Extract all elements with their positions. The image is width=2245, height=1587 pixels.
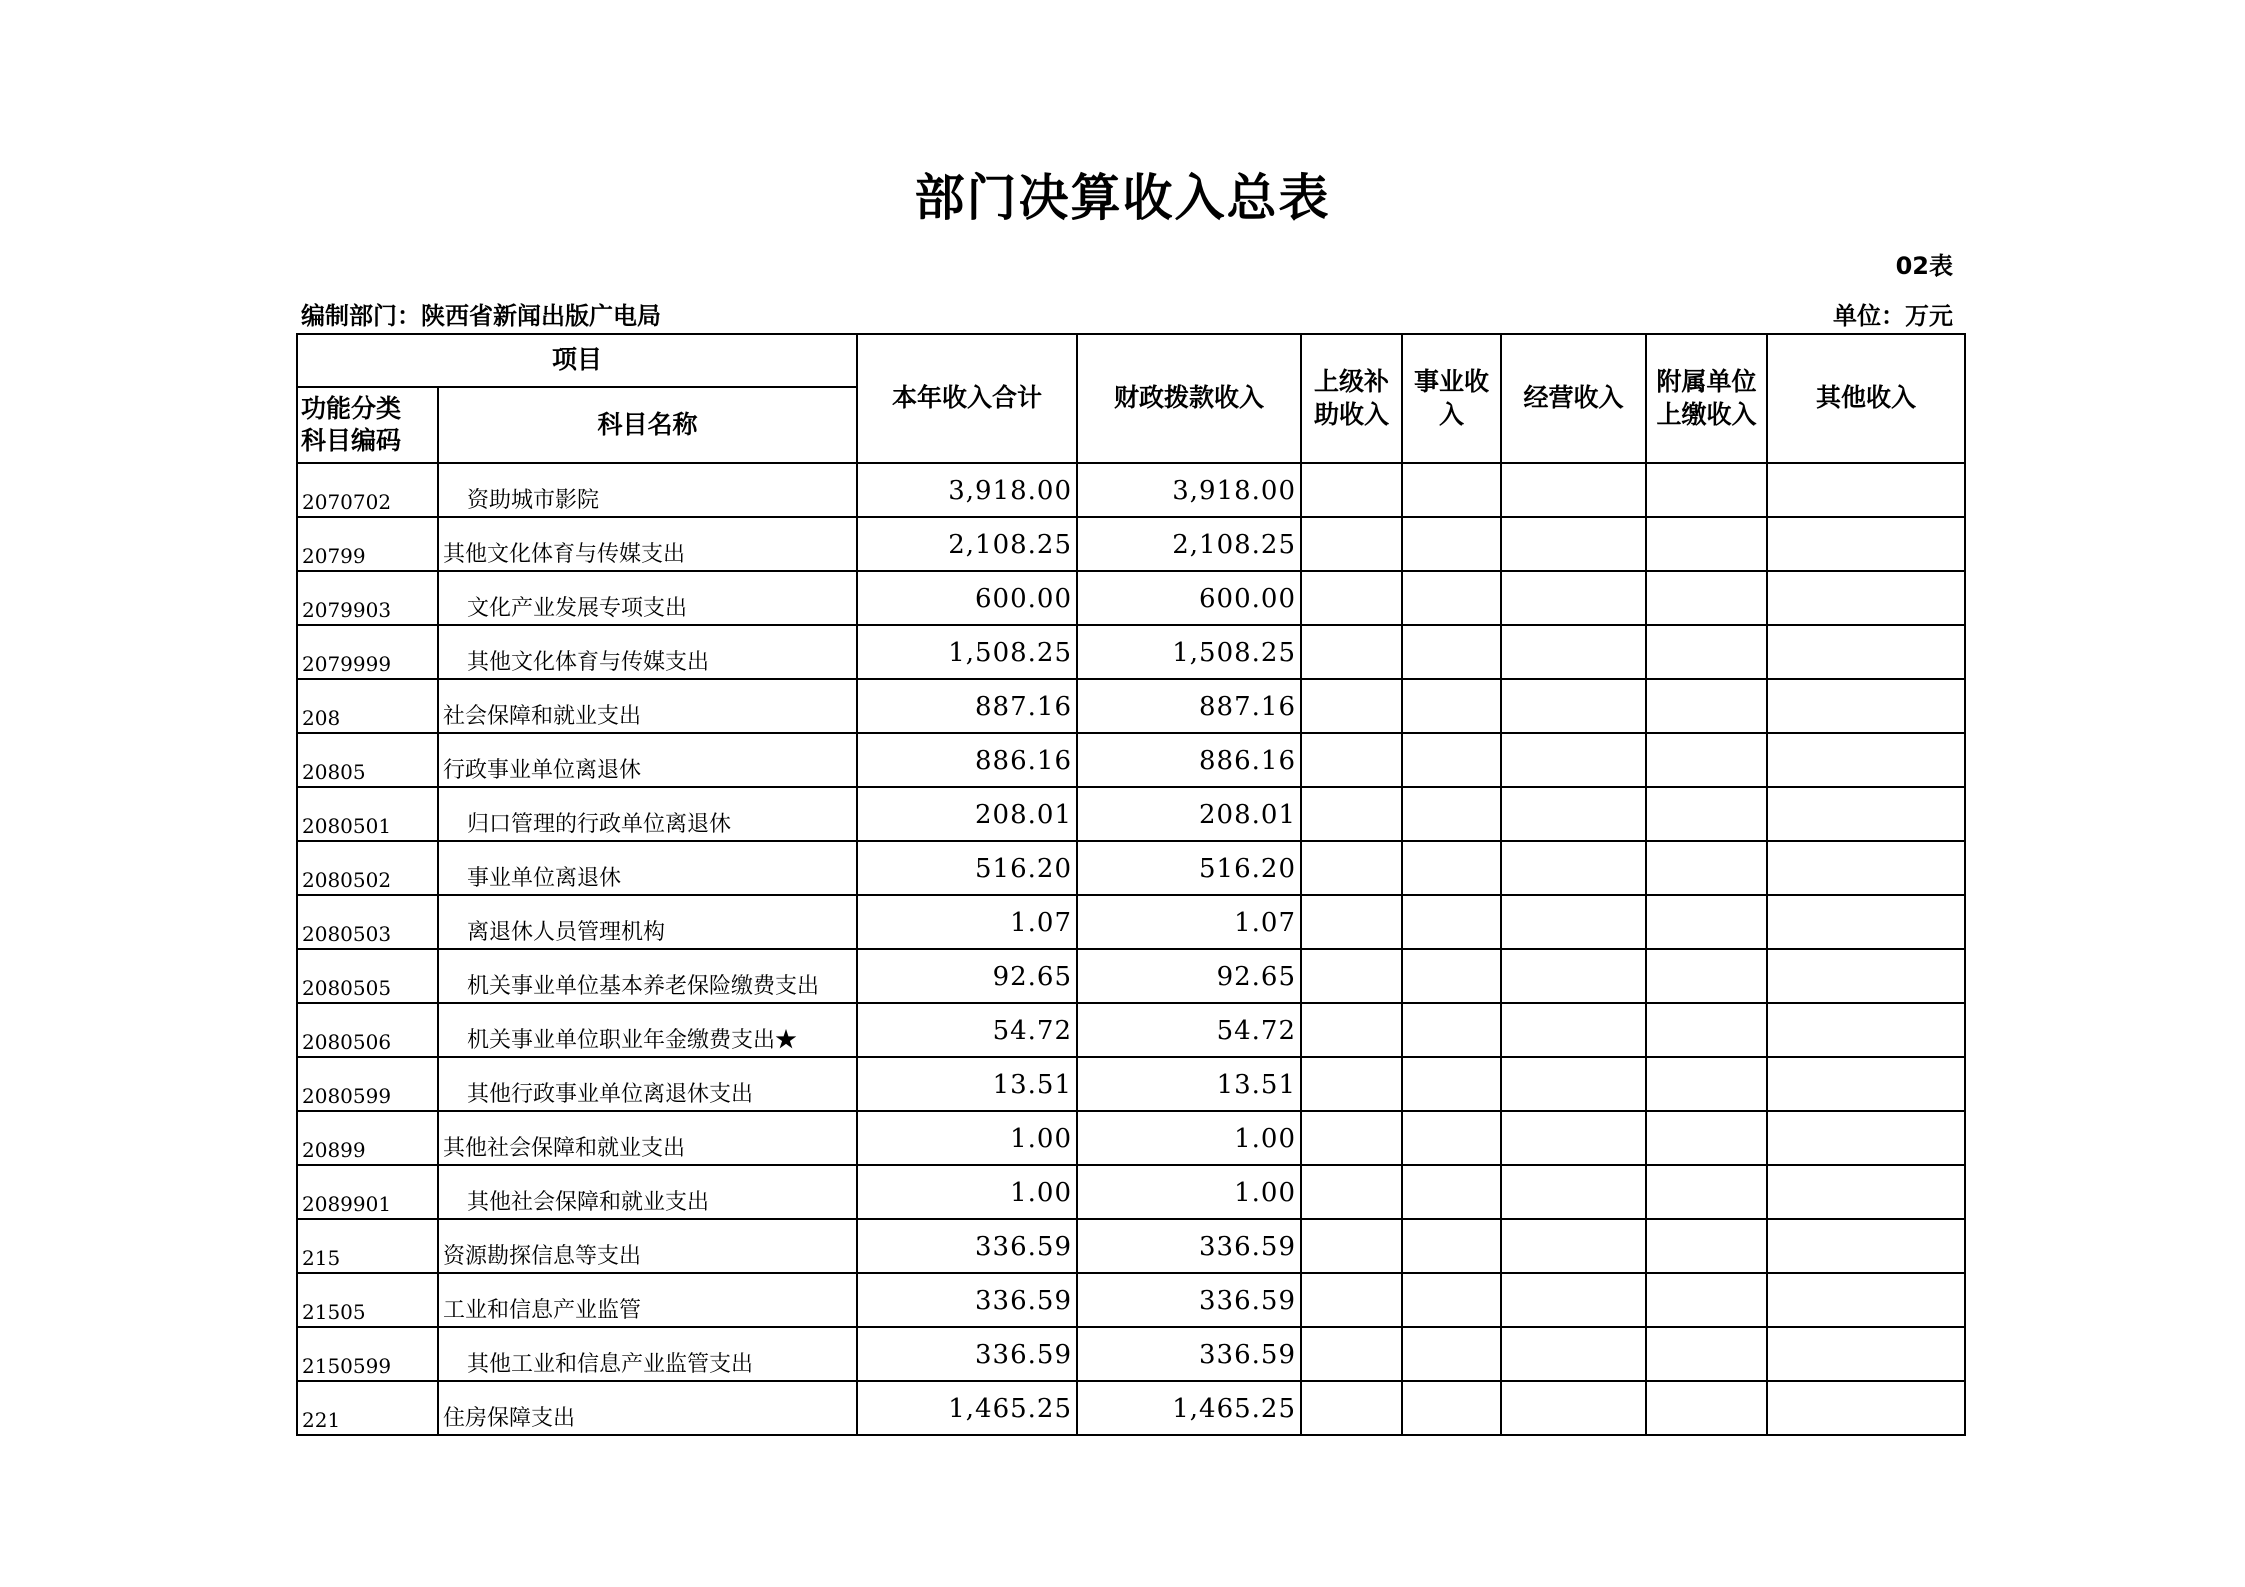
cell-superior: [1301, 679, 1402, 733]
cell-fiscal: 1.07: [1077, 895, 1301, 949]
cell-fiscal: 336.59: [1077, 1273, 1301, 1327]
cell-code: 20805: [297, 733, 438, 787]
cell-affiliated: [1646, 517, 1767, 571]
cell-other: [1767, 463, 1965, 517]
cell-subject-name: 其他工业和信息产业监管支出: [438, 1327, 857, 1381]
cell-subject-name: 住房保障支出: [438, 1381, 857, 1435]
cell-operating: [1501, 1273, 1646, 1327]
cell-code: 2150599: [297, 1327, 438, 1381]
cell-fiscal: 886.16: [1077, 733, 1301, 787]
table-number: 02表: [1895, 252, 1953, 280]
cell-subject-name: 资助城市影院: [438, 463, 857, 517]
cell-total: 1.00: [857, 1111, 1077, 1165]
cell-other: [1767, 679, 1965, 733]
cell-business: [1402, 1165, 1501, 1219]
cell-total: 208.01: [857, 787, 1077, 841]
cell-total: 13.51: [857, 1057, 1077, 1111]
table-body: [297, 463, 1965, 1435]
cell-other: [1767, 1381, 1965, 1435]
cell-other: [1767, 571, 1965, 625]
header-other: 其他收入: [1767, 334, 1965, 463]
cell-code: 2079999: [297, 625, 438, 679]
cell-code: 208: [297, 679, 438, 733]
cell-operating: [1501, 1111, 1646, 1165]
cell-total: 600.00: [857, 571, 1077, 625]
cell-fiscal: 92.65: [1077, 949, 1301, 1003]
cell-superior: [1301, 1111, 1402, 1165]
cell-fiscal: 2,108.25: [1077, 517, 1301, 571]
cell-subject-name: 行政事业单位离退休: [438, 733, 857, 787]
cell-business: [1402, 1111, 1501, 1165]
income-table: [296, 333, 1966, 1436]
cell-fiscal: 516.20: [1077, 841, 1301, 895]
cell-other: [1767, 1003, 1965, 1057]
header-affiliated-text: 附属单位 上缴收入: [1656, 367, 1757, 429]
cell-code: 20799: [297, 517, 438, 571]
cell-affiliated: [1646, 463, 1767, 517]
cell-operating: [1501, 571, 1646, 625]
cell-operating: [1501, 1381, 1646, 1435]
cell-operating: [1501, 517, 1646, 571]
cell-other: [1767, 1273, 1965, 1327]
cell-subject-name: 离退休人员管理机构: [438, 895, 857, 949]
department-label: 编制部门：陕西省新闻出版广电局: [301, 302, 661, 330]
cell-business: [1402, 625, 1501, 679]
cell-total: 1.07: [857, 895, 1077, 949]
cell-business: [1402, 1273, 1501, 1327]
cell-superior: [1301, 571, 1402, 625]
cell-other: [1767, 1219, 1965, 1273]
table-row: [297, 733, 1965, 787]
cell-operating: [1501, 463, 1646, 517]
cell-subject-name: 其他社会保障和就业支出: [438, 1165, 857, 1219]
cell-affiliated: [1646, 733, 1767, 787]
cell-affiliated: [1646, 625, 1767, 679]
cell-superior: [1301, 517, 1402, 571]
table-row: [297, 841, 1965, 895]
header-project: 项目: [297, 334, 857, 387]
cell-code: 2070702: [297, 463, 438, 517]
cell-affiliated: [1646, 1057, 1767, 1111]
table-row: [297, 1219, 1965, 1273]
cell-superior: [1301, 463, 1402, 517]
cell-total: 92.65: [857, 949, 1077, 1003]
cell-subject-name: 机关事业单位基本养老保险缴费支出: [438, 949, 857, 1003]
cell-affiliated: [1646, 571, 1767, 625]
cell-code: 21505: [297, 1273, 438, 1327]
table-row: [297, 517, 1965, 571]
cell-code: 2089901: [297, 1165, 438, 1219]
cell-operating: [1501, 733, 1646, 787]
cell-fiscal: 1.00: [1077, 1165, 1301, 1219]
header-business-text: 事业收 入: [1413, 367, 1489, 429]
header-superior: [1301, 334, 1402, 463]
cell-fiscal: 336.59: [1077, 1327, 1301, 1381]
cell-affiliated: [1646, 679, 1767, 733]
cell-other: [1767, 733, 1965, 787]
cell-superior: [1301, 625, 1402, 679]
cell-fiscal: 13.51: [1077, 1057, 1301, 1111]
cell-superior: [1301, 1165, 1402, 1219]
cell-subject-name: 工业和信息产业监管: [438, 1273, 857, 1327]
cell-operating: [1501, 679, 1646, 733]
cell-total: 1,465.25: [857, 1381, 1077, 1435]
cell-total: 336.59: [857, 1219, 1077, 1273]
table-row: [297, 949, 1965, 1003]
table-row: [297, 1327, 1965, 1381]
cell-code: 2080506: [297, 1003, 438, 1057]
cell-business: [1402, 679, 1501, 733]
cell-subject-name: 资源勘探信息等支出: [438, 1219, 857, 1273]
cell-other: [1767, 949, 1965, 1003]
cell-business: [1402, 949, 1501, 1003]
cell-total: 887.16: [857, 679, 1077, 733]
header-func-code-text: 功能分类 科目编码: [301, 393, 402, 455]
table-row: [297, 1381, 1965, 1435]
cell-business: [1402, 517, 1501, 571]
cell-operating: [1501, 625, 1646, 679]
cell-subject-name: 文化产业发展专项支出: [438, 571, 857, 625]
cell-business: [1402, 841, 1501, 895]
table-row: [297, 571, 1965, 625]
cell-affiliated: [1646, 1165, 1767, 1219]
cell-business: [1402, 1327, 1501, 1381]
cell-subject-name: 事业单位离退休: [438, 841, 857, 895]
table-row: [297, 1003, 1965, 1057]
cell-business: [1402, 1003, 1501, 1057]
table-row: [297, 625, 1965, 679]
cell-code: 2080599: [297, 1057, 438, 1111]
table-row: [297, 1111, 1965, 1165]
cell-business: [1402, 1057, 1501, 1111]
table-row: [297, 1165, 1965, 1219]
cell-operating: [1501, 787, 1646, 841]
cell-superior: [1301, 1219, 1402, 1273]
unit-label: 单位：万元: [1833, 302, 1953, 330]
cell-affiliated: [1646, 1381, 1767, 1435]
cell-superior: [1301, 895, 1402, 949]
header-func-code: [297, 387, 438, 463]
cell-operating: [1501, 949, 1646, 1003]
cell-business: [1402, 463, 1501, 517]
cell-other: [1767, 625, 1965, 679]
cell-fiscal: 1,465.25: [1077, 1381, 1301, 1435]
cell-code: 2080501: [297, 787, 438, 841]
header-total: 本年收入合计: [857, 334, 1077, 463]
table-row: [297, 895, 1965, 949]
cell-other: [1767, 841, 1965, 895]
cell-total: 3,918.00: [857, 463, 1077, 517]
cell-superior: [1301, 787, 1402, 841]
cell-operating: [1501, 841, 1646, 895]
cell-subject-name: 机关事业单位职业年金缴费支出★: [438, 1003, 857, 1057]
cell-other: [1767, 517, 1965, 571]
cell-superior: [1301, 733, 1402, 787]
cell-code: 2080503: [297, 895, 438, 949]
cell-total: 1.00: [857, 1165, 1077, 1219]
cell-business: [1402, 895, 1501, 949]
cell-business: [1402, 1381, 1501, 1435]
cell-operating: [1501, 1219, 1646, 1273]
header-operating: 经营收入: [1501, 334, 1646, 463]
cell-operating: [1501, 1165, 1646, 1219]
cell-fiscal: 1.00: [1077, 1111, 1301, 1165]
cell-fiscal: 54.72: [1077, 1003, 1301, 1057]
cell-superior: [1301, 1003, 1402, 1057]
cell-operating: [1501, 1327, 1646, 1381]
table-row: [297, 679, 1965, 733]
cell-subject-name: 其他行政事业单位离退休支出: [438, 1057, 857, 1111]
header-subject-name: 科目名称: [438, 387, 857, 463]
table-row: [297, 1057, 1965, 1111]
header-affiliated: [1646, 334, 1767, 463]
cell-fiscal: 887.16: [1077, 679, 1301, 733]
cell-operating: [1501, 1003, 1646, 1057]
cell-total: 1,508.25: [857, 625, 1077, 679]
cell-business: [1402, 1219, 1501, 1273]
cell-subject-name: 归口管理的行政单位离退休: [438, 787, 857, 841]
cell-fiscal: 3,918.00: [1077, 463, 1301, 517]
cell-subject-name: 其他社会保障和就业支出: [438, 1111, 857, 1165]
cell-other: [1767, 1165, 1965, 1219]
cell-fiscal: 208.01: [1077, 787, 1301, 841]
page-title: 部门决算收入总表: [914, 169, 1331, 227]
cell-code: 215: [297, 1219, 438, 1273]
cell-other: [1767, 1327, 1965, 1381]
cell-superior: [1301, 1327, 1402, 1381]
cell-other: [1767, 787, 1965, 841]
header-business: [1402, 334, 1501, 463]
cell-code: 2080502: [297, 841, 438, 895]
cell-superior: [1301, 841, 1402, 895]
cell-affiliated: [1646, 1111, 1767, 1165]
cell-other: [1767, 895, 1965, 949]
cell-subject-name: 其他文化体育与传媒支出: [438, 517, 857, 571]
cell-other: [1767, 1111, 1965, 1165]
cell-total: 516.20: [857, 841, 1077, 895]
table-row: [297, 1273, 1965, 1327]
table-row: [297, 463, 1965, 517]
cell-code: 221: [297, 1381, 438, 1435]
cell-business: [1402, 571, 1501, 625]
cell-superior: [1301, 1381, 1402, 1435]
cell-total: 336.59: [857, 1273, 1077, 1327]
header-fiscal: 财政拨款收入: [1077, 334, 1301, 463]
cell-total: 886.16: [857, 733, 1077, 787]
cell-operating: [1501, 895, 1646, 949]
cell-other: [1767, 1057, 1965, 1111]
cell-affiliated: [1646, 949, 1767, 1003]
cell-affiliated: [1646, 1219, 1767, 1273]
cell-total: 54.72: [857, 1003, 1077, 1057]
cell-code: 20899: [297, 1111, 438, 1165]
cell-business: [1402, 787, 1501, 841]
cell-superior: [1301, 1057, 1402, 1111]
cell-superior: [1301, 949, 1402, 1003]
cell-total: 336.59: [857, 1327, 1077, 1381]
cell-subject-name: 其他文化体育与传媒支出: [438, 625, 857, 679]
cell-affiliated: [1646, 1273, 1767, 1327]
cell-fiscal: 600.00: [1077, 571, 1301, 625]
cell-affiliated: [1646, 841, 1767, 895]
cell-business: [1402, 733, 1501, 787]
cell-code: 2080505: [297, 949, 438, 1003]
cell-subject-name: 社会保障和就业支出: [438, 679, 857, 733]
table-row: [297, 787, 1965, 841]
cell-affiliated: [1646, 787, 1767, 841]
cell-fiscal: 1,508.25: [1077, 625, 1301, 679]
cell-affiliated: [1646, 895, 1767, 949]
header-superior-text: 上级补 助收入: [1313, 367, 1389, 429]
cell-affiliated: [1646, 1003, 1767, 1057]
cell-fiscal: 336.59: [1077, 1219, 1301, 1273]
cell-affiliated: [1646, 1327, 1767, 1381]
cell-operating: [1501, 1057, 1646, 1111]
cell-code: 2079903: [297, 571, 438, 625]
cell-superior: [1301, 1273, 1402, 1327]
cell-total: 2,108.25: [857, 517, 1077, 571]
